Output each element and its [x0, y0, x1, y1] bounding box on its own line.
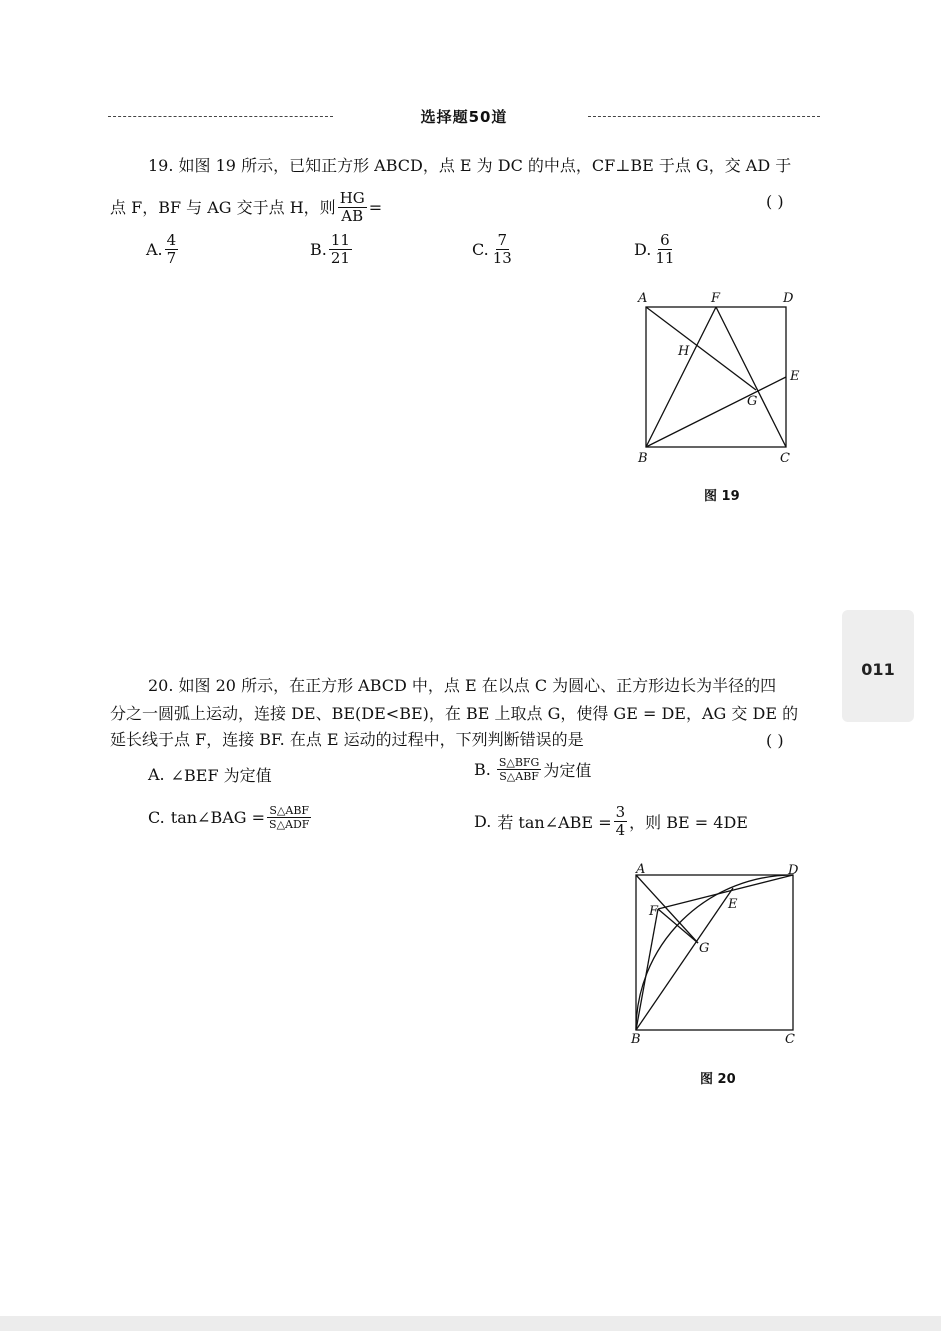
q20-option-d-suffix: ，则 BE = 4DE [629, 813, 748, 832]
q19-ratio-denominator: AB [341, 207, 364, 225]
figure-19-caption: 图 19 [704, 489, 740, 504]
q20-option-a [148, 763, 272, 786]
fig20-label-e: E [728, 897, 738, 912]
fig19-segment-ag [646, 307, 756, 390]
fig19-label-a: A [638, 291, 648, 306]
q20-option-b-suffix: 为定值 [543, 761, 592, 780]
fig20-segment-fd [658, 875, 793, 909]
q20-option-d-prefix: 若 tan∠ABE = [497, 813, 612, 832]
fig19-segment-fc [716, 307, 786, 447]
fig20-label-d: D [788, 863, 799, 878]
figure-20 [620, 855, 820, 1059]
q19-option-b-num: 11 [330, 231, 350, 249]
q19-option-b-label: B. [310, 240, 327, 259]
q20-option-c-label: C. [148, 808, 165, 827]
fig19-label-e: E [790, 369, 800, 384]
q19-option-d-den: 11 [655, 249, 675, 267]
q19-answer-bracket: ( ) [766, 192, 784, 211]
q19-option-d-fraction [653, 232, 676, 267]
q19-option-a-num: 4 [166, 231, 177, 249]
q20-option-b-label: B. [474, 760, 491, 779]
q19-option-a-fraction [165, 232, 179, 267]
q20-option-a-text: ∠BEF 为定值 [170, 766, 272, 785]
fig20-label-f: F [649, 904, 659, 919]
fig19-label-f: F [711, 291, 721, 306]
fig20-segment-ag [636, 875, 698, 943]
q20-line-2: 分之一圆弧上运动，连接 DE、BE(DE<BE)，在 BE 上取点 G，使得 GE = DE，AG 交 DE 的 [110, 704, 799, 723]
fig19-label-d: D [783, 291, 794, 306]
q19-option-c-num: 7 [497, 231, 508, 249]
q19-option-a [146, 232, 180, 267]
q20-option-d [474, 804, 748, 839]
q20-option-c-den: S△ADF [269, 818, 310, 831]
q19-option-c-fraction [491, 232, 514, 267]
q20-line-1: 20. 如图 20 所示，在正方形 ABCD 中，点 E 在以点 C 为圆心、正方形边长为半径的四 [148, 676, 777, 695]
fig20-segment-bf [636, 909, 658, 1030]
q19-line-2-prefix: 点 F，BF 与 AG 交于点 H，则 [110, 197, 336, 217]
q19-option-d-num: 6 [660, 231, 670, 249]
figure-20-svg [620, 855, 820, 1055]
header-title: 选择题50道 [420, 108, 508, 126]
fig19-label-b: B [638, 451, 648, 466]
q19-line-2-suffix: = [368, 197, 383, 217]
q19-option-d [634, 232, 678, 267]
q20-option-c-num: S△ABF [269, 804, 310, 817]
q19-option-c [472, 232, 516, 267]
figure-19-svg [620, 285, 820, 475]
page-bottom-edge [0, 1316, 941, 1331]
q20-option-c-fraction [267, 804, 311, 831]
q20-answer-bracket: ( ) [766, 731, 784, 750]
q19-option-a-label: A. [146, 240, 163, 259]
fig20-label-b: B [631, 1032, 641, 1047]
q19-option-b-fraction [329, 232, 352, 267]
q19-line-1: 19. 如图 19 所示，已知正方形 ABCD，点 E 为 DC 的中点，CF⊥BE 于点 G，交 AD 于 [148, 156, 792, 175]
fig19-label-c: C [780, 451, 790, 466]
header-rule-right [588, 116, 820, 117]
figure-19 [620, 285, 820, 479]
fig20-segment-fg [658, 909, 698, 943]
q19-option-b [310, 232, 354, 267]
q19-option-d-label: D. [634, 240, 652, 259]
figure-20-caption: 图 20 [700, 1072, 736, 1087]
fig19-label-h: H [678, 344, 690, 359]
q20-option-c-prefix: tan∠BAG = [170, 808, 266, 827]
q20-option-d-num: 3 [615, 803, 626, 821]
q19-option-c-label: C. [472, 240, 489, 259]
fig20-square [636, 875, 793, 1030]
q20-option-b-fraction [497, 756, 542, 783]
q20-option-b-den: S△ABF [499, 770, 539, 783]
q19-ratio-fraction [338, 190, 367, 225]
page-header [108, 104, 820, 130]
q19-option-a-den: 7 [166, 249, 177, 267]
fig19-label-g: G [747, 394, 758, 409]
q19-line-2 [110, 190, 382, 225]
q19-ratio-numerator: HG [339, 189, 365, 207]
fig19-square [646, 307, 786, 447]
q20-option-d-fraction [614, 804, 628, 839]
q19-option-c-den: 13 [492, 249, 512, 267]
q20-option-c [148, 804, 313, 831]
q20-option-a-label: A. [148, 765, 165, 784]
q20-option-b-num: S△BFG [498, 756, 540, 769]
fig19-segment-bf [646, 307, 716, 447]
fig19-segment-be [646, 377, 786, 447]
q20-option-d-label: D. [474, 812, 492, 831]
fig20-label-c: C [785, 1032, 795, 1047]
fig20-label-g: G [699, 941, 710, 956]
q20-line-3: 延长线于点 F，连接 BF. 在点 E 运动的过程中，下列判断错误的是 [110, 730, 584, 749]
q20-option-d-den: 4 [615, 821, 626, 839]
q20-option-b [474, 756, 591, 783]
fig20-quarter-arc [636, 875, 793, 1030]
q19-option-b-den: 21 [330, 249, 350, 267]
fig20-label-a: A [636, 862, 646, 877]
page-number: 011 [861, 660, 895, 679]
